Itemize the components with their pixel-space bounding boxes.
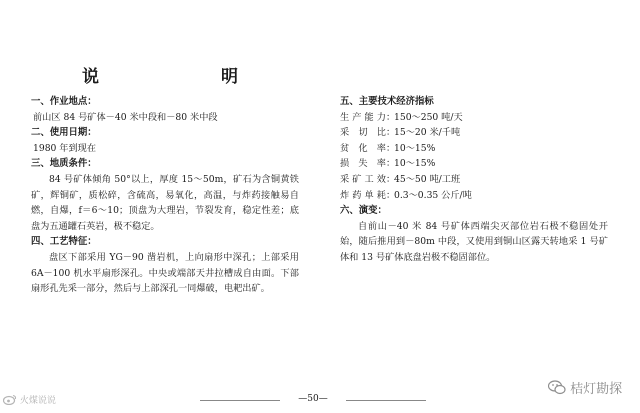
indicator-value: 0.3～0.35 公斤/吨 [394, 189, 472, 201]
left-column [31, 94, 299, 297]
section-heading-date: 二、使用日期： [31, 127, 97, 139]
section-text-geology: 84 号矿体倾角 50°以上，厚度 15～50m，矿石为含铜黄铁矿，辉铜矿，质松碎，含硫高，易氧化，高温，与炸药接触易自燃，自爆，f＝6～10；顶盘为大理岩，节裂发育，稳定性差；底盘为五通罐石英岩，极不稳定。 [31, 173, 299, 232]
indicator-key: 炸药单耗 [340, 189, 386, 201]
indicator-key: 损 失 率 [340, 158, 386, 170]
page-title: 说 明 [82, 67, 296, 87]
section-heading-geology: 三、地质条件： [31, 158, 97, 170]
watermark-left-text: 火煤说说 [19, 396, 56, 406]
section-text-location: 前山区 84 号矿体－40 米中段和－80 米中段 [33, 111, 218, 123]
indicator-row: 贫 化 率 ： 10～15% [340, 141, 608, 157]
indicator-key: 贫 化 率 [340, 142, 386, 154]
watermark-right [548, 378, 622, 399]
indicator-value: 45～50 吨/工班 [394, 173, 461, 185]
wechat-logo-icon [548, 380, 566, 399]
indicator-row: 采 切 比 ： 15～20 米/千吨 [340, 125, 608, 141]
section-heading-indicators: 五、主要技术经济指标 [340, 96, 434, 107]
section-text-process: 盘区下部采用 YG－90 凿岩机，上向扇形中深孔；上部采用 6A－100 机水平扇形深孔。中央或端部天井拉槽成自由面。下部扇形孔先采一部分，然后与上部深孔一同爆破，电耙出矿。 [31, 251, 299, 295]
indicator-key: 生产能力 [340, 111, 386, 123]
indicator-value: 10～15% [394, 158, 436, 170]
indicator-key: 采 切 比 [340, 127, 386, 139]
section-heading-process: 四、工艺特征： [31, 236, 97, 248]
indicator-value: 150～250 吨/天 [394, 111, 463, 123]
indicator-row: 损 失 率 ： 10～15% [340, 156, 608, 172]
indicator-key: 采矿工效 [340, 173, 386, 185]
weibo-logo-icon [3, 394, 17, 408]
section-text-date: 1980 年到现在 [33, 142, 97, 154]
watermark-left [3, 393, 56, 408]
indicator-row: 生产能力 ： 150～250 吨/天 [340, 110, 608, 126]
indicator-row: 炸药单耗 ： 0.3～0.35 公斤/吨 [340, 188, 608, 204]
right-column [340, 94, 608, 266]
watermark-right-text: 桔灯勘探 [570, 382, 623, 397]
section-heading-evolution: 六、演变： [340, 205, 387, 217]
section-heading-location: 一、作业地点： [31, 96, 97, 107]
section-text-evolution: 自前山－40 米 84 号矿体西端尖灭部位岩石极不稳固处开始，随后推用到－80m 中段，又使用到铜山区露天转地采 1 号矿体和 13 号矿体底盘岩极不稳固部位。 [340, 220, 608, 263]
footer-rule-right [346, 400, 426, 401]
footer-rule-left [200, 400, 280, 401]
indicator-row: 采矿工效 ： 45～50 吨/工班 [340, 172, 608, 188]
indicator-value: 10～15% [394, 142, 436, 154]
indicator-value: 15～20 米/千吨 [394, 127, 461, 139]
page-number: —50— [298, 394, 328, 404]
